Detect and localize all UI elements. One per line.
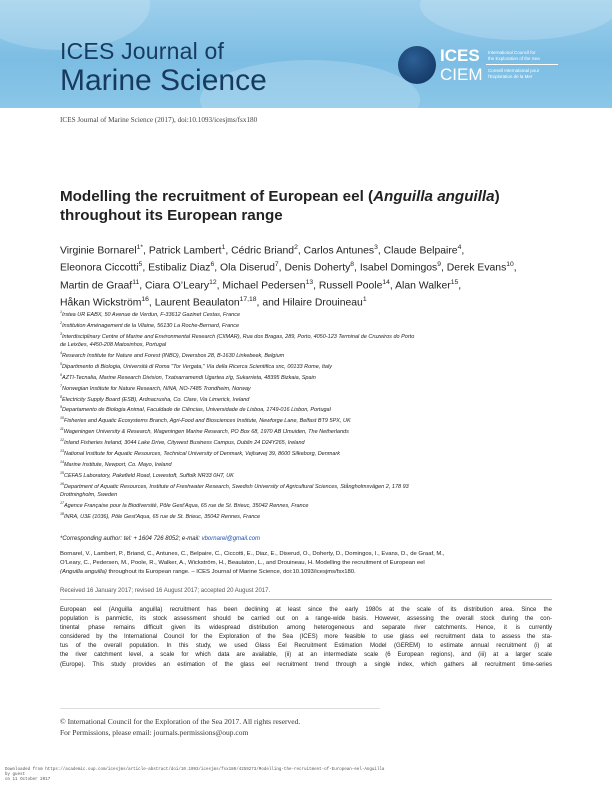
affiliation-text: INRA, U3E (1036), Pôle Gest'Aqua, 65 rue de St. Brieuc, 35042 Rennes, France (63, 513, 261, 520)
author-name: Claude Belpaire (383, 245, 458, 257)
author-name: Russell Poole (318, 280, 383, 292)
author-affiliation-marker: 9 (437, 261, 441, 269)
author-affiliation-marker: 2 (294, 244, 298, 251)
download-notice (5, 768, 384, 783)
affiliation (60, 349, 560, 360)
affiliation (60, 469, 560, 480)
affiliation-number: 4 (60, 350, 62, 355)
affiliation-text: Inland Fisheries Ireland, 3044 Lake Drive, Citywest Business Campus, Dublin 24 D24Y265, Ireland (63, 440, 305, 447)
affiliation-text: Norwegian Institute for Nature Research, NINA, NO-7485 Trondheim, Norway (61, 385, 251, 392)
author-affiliation-marker: 14 (382, 278, 390, 286)
affiliation (60, 414, 560, 425)
author-name: Martin de Graaf (60, 280, 133, 292)
affiliation-text: Irstea UR EABX, 50 Avenue de Verdun, F-33612 Gazinet Cestas, France (61, 311, 241, 318)
affiliation (60, 447, 560, 458)
corresponding-label: *Corresponding author: tel: + 1604 726 8052; e-mail: (60, 536, 202, 542)
affiliation (60, 382, 560, 393)
affiliation-number: 7 (60, 383, 62, 388)
permissions-line: For Permissions, please email: journals.permissions@oup.com (60, 728, 249, 737)
affiliation-text: AZTI-Tecnalia, Marine Research Division, Txatxarramendi Ugartea z/g, Sukarrieta, 48395 Bizkaia, Spain (61, 374, 316, 381)
affiliation-number: 6 (60, 372, 62, 377)
author-name: Cédric Briand (231, 245, 295, 257)
affiliation (60, 510, 560, 521)
author-name: Virginie Bornarel (60, 245, 137, 257)
title-line2: throughout its European range (60, 207, 283, 224)
affiliation-text: Agence Française pour la Biodiversité, Pôle Gest'Aqua, 65 rue de St. Brieuc, 35042 Rennes, France (63, 502, 309, 509)
citation-line: Bornarel, V., Lambert, P., Briand, C., Antunes, C., Belpaire, C., Ciccotti, E., Diaz, E., Diserud, O., Doherty, D., Domingos, I., Evans, D., de Graaf, M., (60, 551, 445, 557)
corresponding-email-link[interactable]: vbornarel@gmail.com (201, 536, 261, 542)
affiliation (60, 499, 560, 510)
citation-line-rest: throughout its European range. – ICES Journal of Marine Science, doi:10.1093/icesjms/fsx180. (106, 569, 356, 575)
affiliation-number: 15 (60, 471, 64, 475)
affiliation-text: Interdisciplinary Centre of Marine and Environmental Research (CIIMAR), Rua dos Bragas, 289, Porto, 4050-123 Terminal de Cruzeiros do Porto (61, 333, 415, 340)
author-affiliation-marker: 10 (506, 261, 514, 269)
author-affiliation-marker: 6 (210, 261, 215, 269)
affiliation-text: Marine Institute, Newport, Co. Mayo, Ireland (63, 461, 172, 468)
author-name: Ola Diserud (220, 262, 275, 274)
affiliation (60, 458, 560, 469)
title-species: Anguilla anguilla (373, 188, 495, 205)
download-line: on 11 October 2017 (5, 778, 51, 782)
affiliation-text: de Leixões, 4450-208 Matosinhos, Portugal (60, 341, 167, 348)
affiliation (60, 341, 560, 349)
affiliation-number: 3 (60, 331, 62, 336)
affiliation-number: 12 (60, 438, 64, 443)
logo-council-en (488, 50, 566, 61)
affiliation (60, 360, 560, 371)
article-title (60, 187, 560, 225)
download-line: by guest (5, 773, 26, 777)
author-affiliation-marker: 15 (450, 278, 459, 286)
author-name: Eleonora Ciccotti (60, 262, 139, 274)
abstract-line: tinental phase remains difficult given its widespread distribution among heterogeneous and separate river catchments. Hence, it is currently (60, 625, 552, 632)
affiliation-text: Departamento de Biologia Animal, Faculdade de Ciências, Universidade de Lisboa, 1749-016 Lisbon, Portugal (61, 407, 331, 414)
logo-council-fr-2: l'Exploration de la Mer (488, 73, 533, 79)
author-affiliation-marker: 13 (305, 278, 314, 286)
affiliation (60, 319, 560, 330)
affiliation-text: National Institute for Aquatic Resources, Technical University of Denmark, Vejlsøvej 39, 8600 Silkeborg, Denmark (63, 450, 341, 457)
affiliation-text: Dipartimento di Biologia, Università di Roma "Tor Vergata," Via della Ricerca Scientifica snc, 00133 Rome, Italy (61, 363, 332, 370)
affiliation-number: 2 (60, 320, 62, 325)
author-list (60, 241, 560, 311)
author-name: and Hilaire Drouineau (262, 297, 363, 309)
author-name: Alan Walker (395, 280, 451, 292)
author-name: Carlos Antunes (303, 245, 375, 257)
journal-name-line1: ICES Journal of (60, 38, 225, 64)
citation-species: (Anguilla anguilla) (60, 569, 107, 575)
affiliation-number: 8 (60, 394, 62, 399)
affiliation-number: 14 (60, 460, 64, 465)
citation-line: O’Leary, C., Pedersen, M., Poole, R., Walker, A., Wickström, H., Beaulaton, L., and Drouineau, H. Modelling the recruitment of European eel (60, 560, 425, 566)
affiliation (60, 403, 560, 414)
title-part: Modelling the recruitment of European eel ( (60, 188, 374, 205)
author-line: Eleonora Ciccotti$^5$, Estibaliz Diaz$^6$, Ola Diserud$^7$, Denis Doherty$^8$, Isabel Domingos$^9$, Derek Evans$^{10}$, (60, 261, 517, 274)
affiliation-text: Institution Aménagement de la Vilaine, 56130 La Roche-Bernard, France (61, 322, 240, 329)
abstract (60, 606, 552, 670)
download-line: Downloaded from https://academic.oup.com/icesjms/article-abstract/doi/10.1093/icesjms/fsx180/4259273/Modelling-the-recruitment-of-European-eel-Anguilla (5, 768, 385, 772)
logo-divider (486, 64, 558, 65)
divider (60, 599, 552, 600)
logo-council-fr-1: Conseil International pour (488, 68, 540, 73)
logo-ciem: CIEM (440, 65, 483, 84)
logo-council-en-2: the Exploration of the Sea (488, 55, 540, 61)
author-name: Patrick Lambert (148, 245, 222, 257)
divider (60, 708, 380, 709)
journal-citation: ICES Journal of Marine Science (2017), doi:10.1093/icesjms/fsx180 (60, 116, 258, 124)
author-line: Håkan Wickström$^{16}$, Laurent Beaulaton$^{17,18}$, and Hilaire Drouineau$^1$ (60, 296, 367, 309)
citation-block (60, 550, 560, 577)
copyright-block (60, 716, 300, 738)
affiliation (60, 371, 560, 382)
author-line: Martin de Graaf$^{11}$, Ciara O’Leary$^{12}$, Michael Pedersen$^{13}$, Russell Poole$^{14}$, Alan Walker$^{15}$, (60, 278, 462, 292)
author-affiliation-marker: 8 (350, 261, 355, 269)
journal-banner (0, 0, 612, 108)
affiliation-number: 13 (60, 449, 64, 454)
author-affiliation-marker: 4 (457, 244, 462, 251)
author-affiliation-marker: 16 (141, 296, 149, 304)
ices-logo (398, 44, 568, 96)
affiliation-number: 1 (60, 310, 62, 314)
affiliation (60, 480, 560, 491)
affiliation-text: Electricity Supply Board (ESB), Ardnacrusha, Co. Clare, Via Limerick, Ireland (61, 396, 250, 403)
author-affiliation-marker: 1 (362, 296, 367, 304)
author-name: Håkan Wickström (60, 297, 142, 309)
banner-ripple (420, 0, 612, 40)
affiliation (60, 393, 560, 404)
abstract-line: tus of the overall population. In this study, we used Glass Eel Recruitment Estimation Model (GEREM) to estimate annual recruitment (i) at (60, 643, 552, 650)
logo-council-fr (488, 68, 566, 79)
affiliation-number: 9 (60, 405, 62, 410)
affiliation-text: Research Institute for Nature and Forest (INBO), Dwersbos 28, B-1630 Linkebeek, Belgium (61, 352, 285, 359)
author-affiliation-marker: 1 (221, 244, 226, 251)
author-line: Virginie Bornarel$^{1*}$, Patrick Lambert$^1$, Cédric Briand$^2$, Carlos Antunes$^3$, Claude Belpaire$^4$, (60, 244, 465, 257)
logo-council-en-1: International Council for (488, 50, 536, 55)
author-name: Ciara O’Leary (144, 280, 210, 292)
affiliation-list (60, 308, 560, 521)
affiliation-number: 18 (60, 511, 64, 516)
affiliation-text: CEFAS Laboratory, Pakefield Road, Lowestoft, Suffolk NR33 0HT, UK (63, 472, 234, 479)
author-name: Denis Doherty (284, 262, 351, 274)
citation-line (60, 568, 560, 577)
affiliation-text: Department of Aquatic Resources, Institute of Freshwater Research, Swedish University of Agricultural Sciences, Stångholmsvägen 2, 178 93 (63, 483, 409, 490)
journal-name-line2: Marine Science (60, 64, 267, 97)
affiliation-text: Fisheries and Aquatic Ecosystems Branch, Agri-Food and Biosciences Institute, Newforge Lane, Belfast BT9 5PX, UK (63, 418, 351, 425)
article-dates: Received 16 January 2017; revised 16 August 2017; accepted 20 August 2017. (60, 588, 271, 594)
affiliation-text: Wageningen University & Research, Wageningen Marine Research, PO Box 68, 1970 AB IJmuiden, The Netherlands (63, 429, 349, 436)
ices-globe-icon (398, 46, 436, 84)
abstract-line: the river catchment level, a scale for which data are available, (ii) at an intermediate scale (6 European regions), and (iii) at a larger scale (60, 652, 552, 659)
abstract-line: population is panmictic, its stock assessment should be carried out on a range-wide basis. However, assessing the overall stock during the con- (60, 616, 552, 623)
author-affiliation-marker: 3 (374, 244, 378, 251)
author-affiliation-marker: 7 (274, 261, 279, 269)
author-affiliation-marker: 5 (138, 261, 143, 269)
title-part: ) (494, 188, 500, 205)
affiliation (60, 436, 560, 447)
affiliation (60, 491, 560, 499)
author-name: Isabel Domingos (359, 262, 438, 274)
corresponding-author (60, 536, 260, 542)
logo-ices: ICES (440, 46, 480, 65)
affiliation-text: Drottningholm, Sweden (60, 491, 118, 498)
author-affiliation-marker: 11 (132, 278, 140, 286)
affiliation-number: 17 (60, 500, 64, 505)
author-affiliation-marker: 12 (209, 278, 217, 286)
affiliation-number: 11 (60, 427, 64, 432)
author-name: Laurent Beaulaton (154, 297, 240, 309)
author-name: Michael Pedersen (222, 280, 306, 292)
copyright-line: © International Council for the Exploration of the Sea 2017. All rights reserved. (60, 717, 301, 726)
affiliation-number: 5 (60, 361, 62, 366)
affiliation-number: 10 (60, 416, 64, 421)
abstract-line: considered by the International Council for the Exploration of the Sea (ICES) more feasible to use glass eel recruitment data to assess the sta- (60, 634, 552, 641)
author-name: Derek Evans (446, 262, 507, 274)
affiliation (60, 308, 560, 319)
affiliation-number: 16 (60, 481, 64, 486)
abstract-line: European eel (Anguilla anguilla) recruitment has been declining at least since the early 1980s at the scale of its distribution area. Since the (60, 607, 552, 613)
affiliation (60, 330, 560, 341)
author-affiliation-marker: 1* (136, 244, 144, 251)
affiliation (60, 425, 560, 436)
abstract-line: (Europe). This study provides an estimation of the glass eel recruitment trend through a single index, which gathers all recruitment time-series (60, 661, 552, 668)
author-affiliation-marker: 17,18 (239, 296, 257, 304)
author-name: Estibaliz Diaz (148, 262, 211, 274)
